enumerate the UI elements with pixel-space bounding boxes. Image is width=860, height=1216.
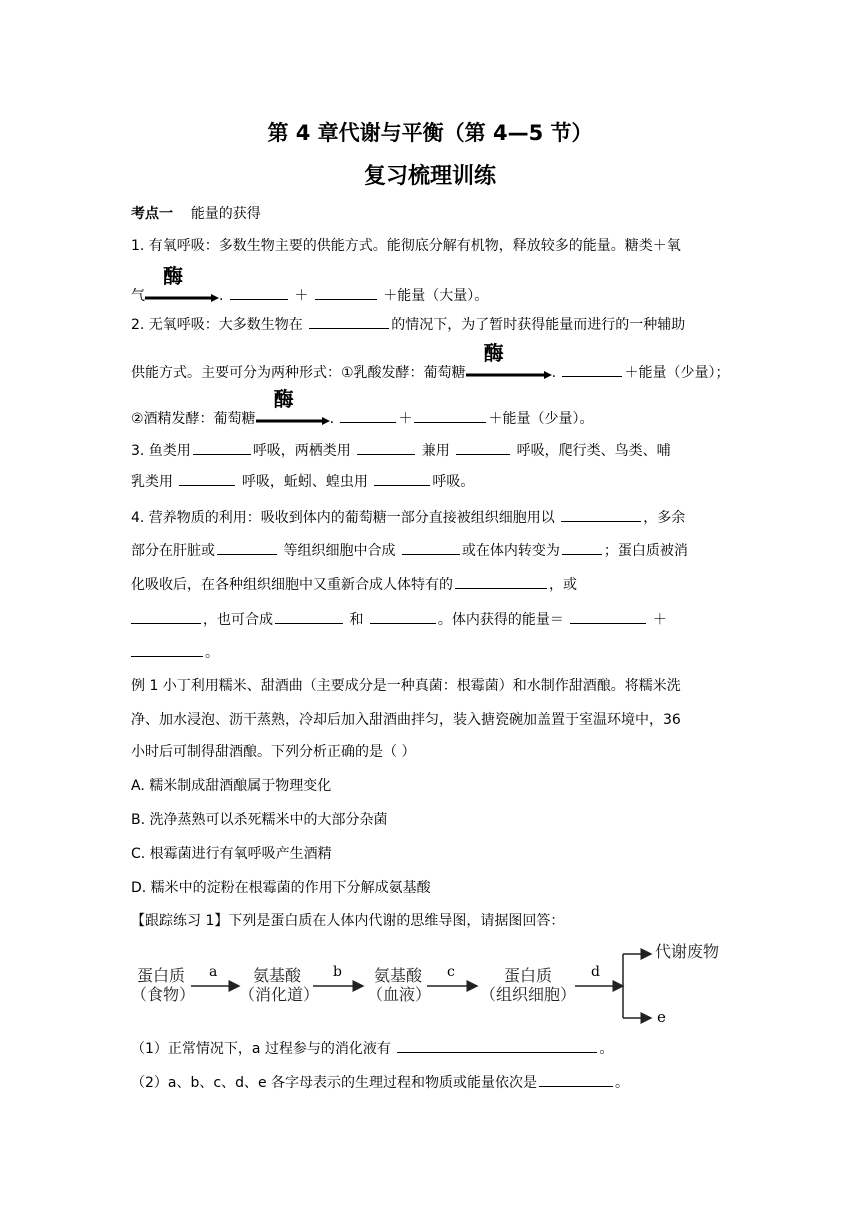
blank-item4-1[interactable] bbox=[561, 507, 641, 522]
blank-item4-8[interactable] bbox=[370, 609, 436, 624]
blank-item3-3[interactable] bbox=[456, 440, 510, 455]
enzyme-arrow: 酶 bbox=[145, 286, 219, 306]
blank-item4-6[interactable] bbox=[131, 609, 201, 624]
blank-item1-2[interactable] bbox=[315, 285, 377, 300]
blank-q2[interactable] bbox=[539, 1072, 613, 1087]
arrow-label-b: b bbox=[333, 964, 342, 980]
section-title: 复习梳理训练 bbox=[363, 164, 496, 189]
blank-item4-5[interactable] bbox=[455, 574, 547, 589]
enzyme-arrow: 酶 bbox=[466, 363, 552, 383]
practice1-q1: （1）正常情况下，a 过程参与的消化液有 。 bbox=[131, 1038, 613, 1059]
item3-line2: 乳类用 呼吸，蚯蚓、蝗虫用 呼吸。 bbox=[131, 471, 474, 492]
item2-line3: ②酒精发酵：葡萄糖 酶 . ＋ ＋能量（少量）。 bbox=[131, 387, 594, 427]
option-a: A. 糯米制成甜酒酿属于物理变化 bbox=[131, 778, 332, 794]
blank-item4-3[interactable] bbox=[402, 540, 460, 555]
item4-line5: 。 bbox=[131, 642, 219, 663]
blank-item3-5[interactable] bbox=[374, 471, 430, 486]
item4-line2: 部分在肝脏或 等组织细胞中合成 或在体内转变为 ；蛋白质被消 bbox=[131, 540, 688, 561]
node-amino-digestive: 氨基酸 （消化道） bbox=[239, 966, 320, 1004]
blank-item4-10[interactable] bbox=[131, 642, 203, 657]
item2-line2: 供能方式。主要可分为两种形式：①乳酸发酵：葡萄糖 酶 . ＋能量（少量）； bbox=[131, 341, 730, 381]
arrow-label-c: c bbox=[447, 964, 455, 980]
option-c: C. 根霉菌进行有氧呼吸产生酒精 bbox=[131, 846, 332, 862]
item3-line1: 3. 鱼类用 呼吸，两栖类用 兼用 呼吸，爬行类、鸟类、哺 bbox=[131, 440, 671, 461]
blank-item2-4[interactable] bbox=[414, 408, 486, 423]
blank-q1[interactable] bbox=[397, 1038, 597, 1053]
blank-item1-1[interactable] bbox=[230, 285, 288, 300]
item4-line1: 4. 营养物质的利用：吸收到体内的葡萄糖一部分直接被组织细胞用以 ，多余 bbox=[131, 507, 685, 528]
option-d: D. 糯米中的淀粉在根霉菌的作用下分解成氨基酸 bbox=[131, 880, 431, 896]
blank-item2-2[interactable] bbox=[562, 362, 622, 377]
item2-line1: 2. 无氧呼吸：大多数生物在 的情况下，为了暂时获得能量而进行的一种辅助 bbox=[131, 314, 685, 335]
blank-item4-9[interactable] bbox=[570, 609, 646, 624]
item1-line2: 气 酶 . ＋ ＋能量（大量）。 bbox=[131, 264, 489, 304]
example1-line3: 小时后可制得甜酒酿。下列分析正确的是（ ） bbox=[131, 744, 416, 760]
blank-item3-2[interactable] bbox=[357, 440, 415, 455]
item4-line4: ，也可合成 和 。体内获得的能量＝ ＋ bbox=[131, 609, 667, 630]
node-protein-food: 蛋白质 （食物） bbox=[131, 966, 196, 1004]
blank-item2-3[interactable] bbox=[340, 408, 396, 423]
blank-item4-4[interactable] bbox=[562, 540, 602, 555]
node-amino-blood: 氨基酸 （血液） bbox=[367, 966, 432, 1004]
output-waste: 代谢废物 bbox=[655, 942, 720, 961]
practice1-heading: 【跟踪练习 1】下列是蛋白质在人体内代谢的思维导图，请据图回答： bbox=[131, 913, 565, 929]
chapter-title: 第 4 章代谢与平衡（第 4—5 节） bbox=[267, 121, 593, 145]
item4-line3: 化吸收后，在各种组织细胞中又重新合成人体特有的 ，或 bbox=[131, 574, 577, 595]
enzyme-arrow: 酶 bbox=[256, 409, 330, 429]
option-b: B. 洗净蒸熟可以杀死糯米中的大部分杂菌 bbox=[131, 812, 388, 828]
practice1-q2: （2）a、b、c、d、e 各字母表示的生理过程和物质或能量依次是 。 bbox=[131, 1072, 629, 1093]
output-e: e bbox=[657, 1008, 666, 1026]
blank-item3-4[interactable] bbox=[179, 471, 235, 486]
node-protein-tissue: 蛋白质 （组织细胞） bbox=[479, 966, 576, 1004]
arrow-label-a: a bbox=[209, 964, 218, 980]
blank-item2-1[interactable] bbox=[309, 314, 389, 329]
kaodian-label: 考点一 bbox=[131, 206, 173, 222]
blank-item3-1[interactable] bbox=[193, 440, 251, 455]
blank-item4-2[interactable] bbox=[217, 540, 277, 555]
blank-item4-7[interactable] bbox=[275, 609, 343, 624]
kaodian-heading bbox=[131, 204, 261, 224]
item1-line1: 1. 有氧呼吸：多数生物主要的供能方式。能彻底分解有机物，释放较多的能量。糖类＋氧 bbox=[131, 238, 681, 254]
protein-metabolism-diagram bbox=[131, 934, 751, 1034]
kaodian-topic: 能量的获得 bbox=[190, 206, 261, 222]
arrow-label-d: d bbox=[591, 964, 600, 980]
example1-line1: 例 1 小丁利用糯米、甜酒曲（主要成分是一种真菌：根霉菌）和水制作甜酒酿。将糯米洗 bbox=[131, 678, 681, 694]
example1-line2: 净、加水浸泡、沥干蒸熟，冷却后加入甜酒曲拌匀，装入搪瓷碗加盖置于室温环境中，36 bbox=[131, 712, 681, 728]
